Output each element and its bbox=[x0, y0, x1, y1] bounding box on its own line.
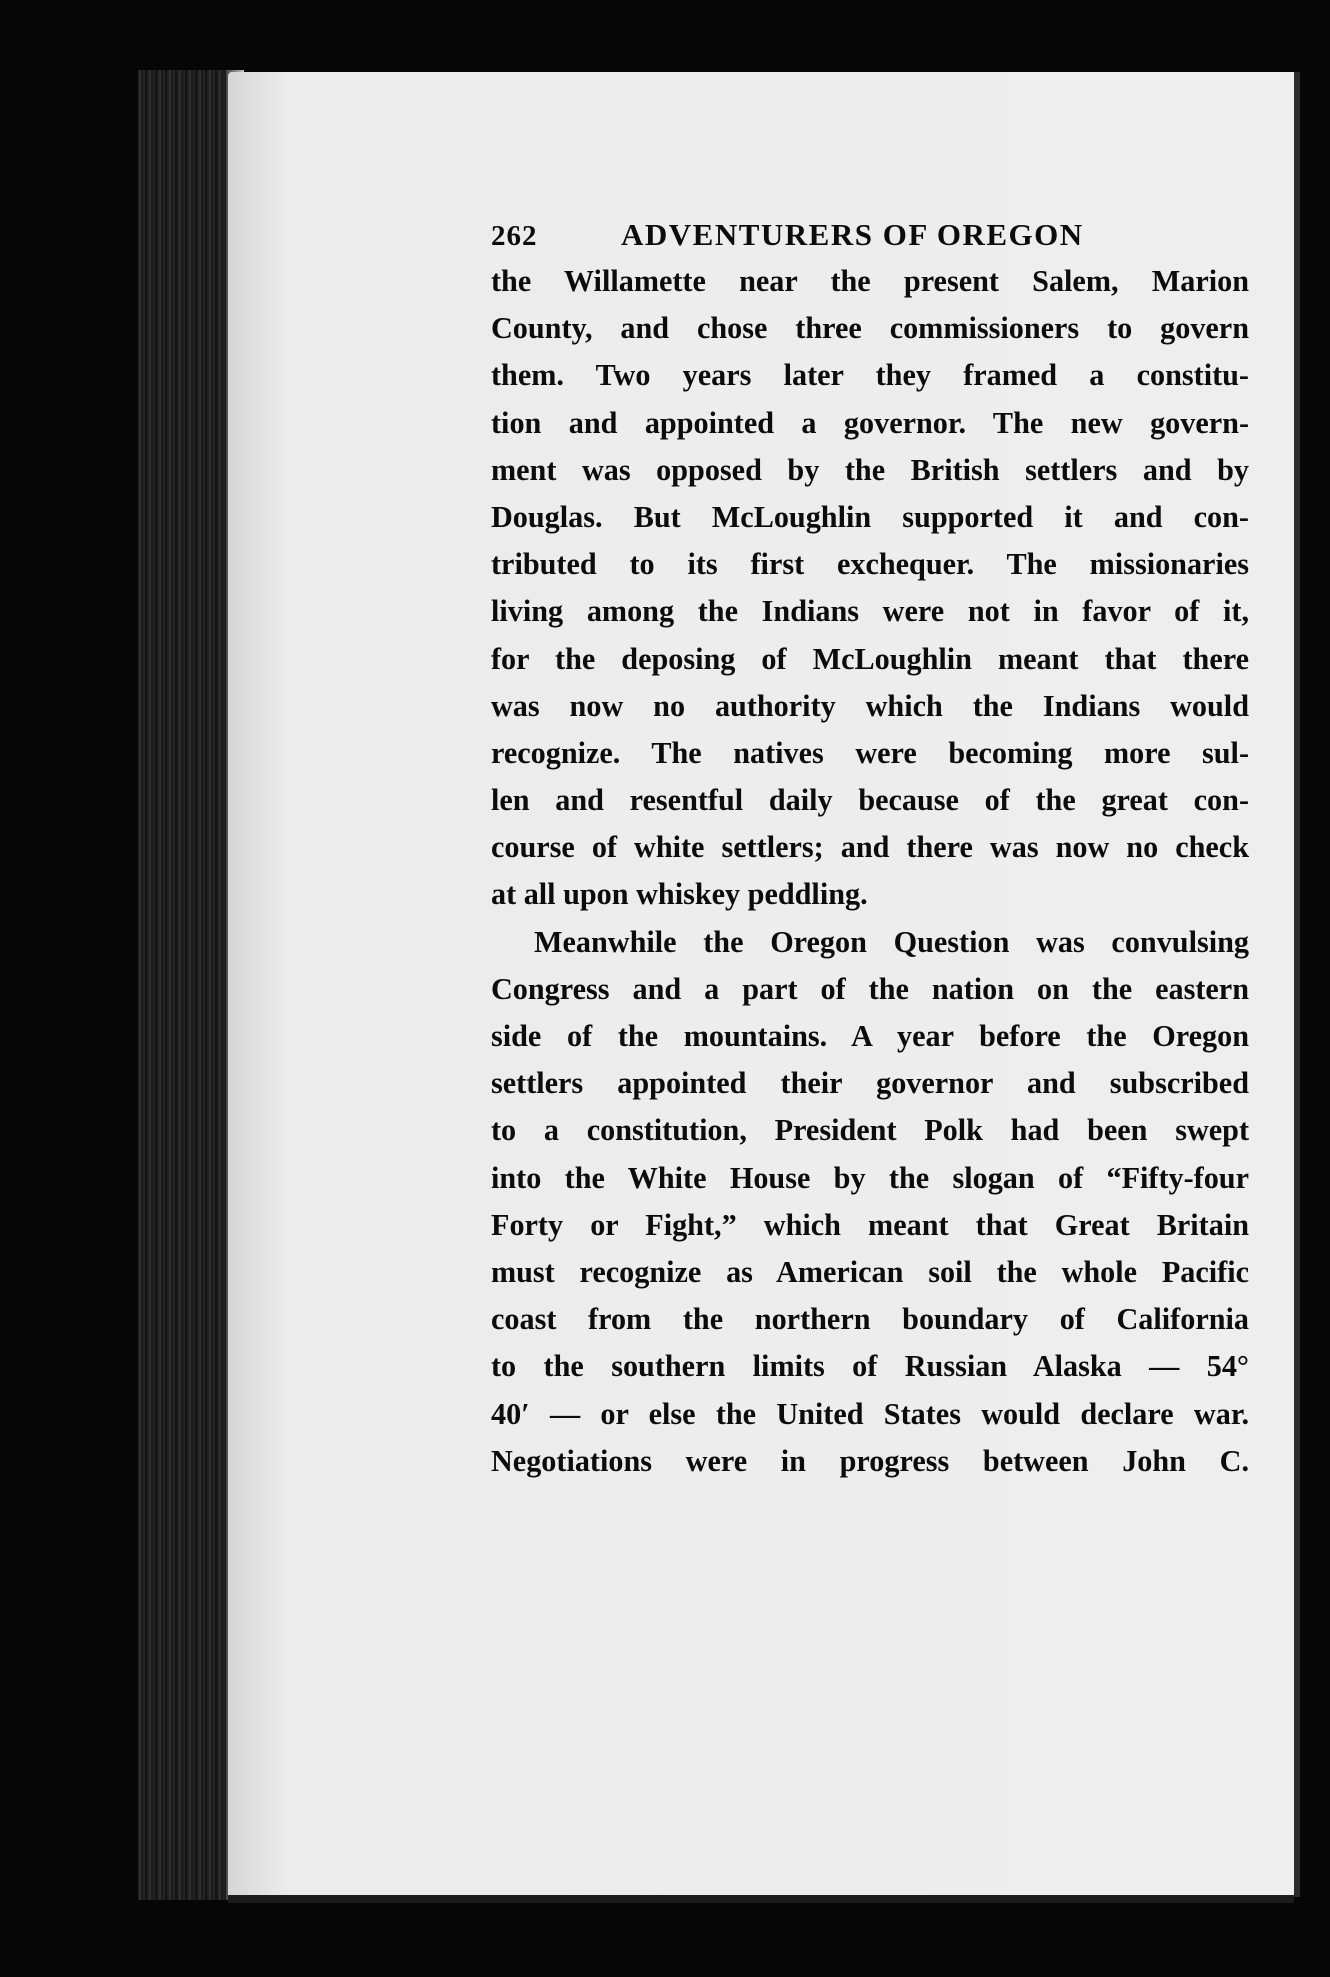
text-line: County, and chose three commissioners to govern bbox=[491, 311, 1249, 346]
text-line: must recognize as American soil the whole Pacific bbox=[491, 1254, 1249, 1289]
book-page-edges bbox=[138, 70, 230, 1900]
text-line: recognize. The natives were becoming more sul- bbox=[491, 735, 1249, 770]
page-bottom-shadow bbox=[228, 1895, 1294, 1903]
text-line: at all upon whiskey peddling. bbox=[491, 877, 868, 912]
page-right-edge bbox=[1294, 72, 1300, 1897]
text-line: 40′ — or else the United States would declare war. bbox=[491, 1396, 1249, 1431]
text-line: was now no authority which the Indians would bbox=[491, 688, 1249, 723]
page-number: 262 bbox=[491, 220, 538, 252]
text-line: Meanwhile the Oregon Question was convulsing bbox=[534, 924, 1249, 959]
text-line: settlers appointed their governor and subscribed bbox=[491, 1066, 1249, 1101]
text-line: coast from the northern boundary of California bbox=[491, 1302, 1249, 1337]
text-line: to a constitution, President Polk had been swept bbox=[491, 1113, 1249, 1148]
text-line: the Willamette near the present Salem, Marion bbox=[491, 264, 1249, 298]
running-title: ADVENTURERS OF OREGON bbox=[621, 217, 1084, 252]
text-line: course of white settlers; and there was now no check bbox=[491, 830, 1249, 865]
text-line: tributed to its first exchequer. The missionaries bbox=[491, 547, 1249, 582]
text-line: into the White House by the slogan of “Fifty-four bbox=[491, 1160, 1249, 1195]
running-head bbox=[491, 212, 1249, 258]
text-line: Negotiations were in progress between John C. bbox=[491, 1443, 1249, 1478]
text-line: tion and appointed a governor. The new govern- bbox=[491, 405, 1249, 440]
text-line: side of the mountains. A year before the Oregon bbox=[491, 1019, 1249, 1053]
text-line: ment was opposed by the British settlers and by bbox=[491, 452, 1249, 487]
text-line: Forty or Fight,” which meant that Great Britain bbox=[491, 1207, 1249, 1242]
text-line: living among the Indians were not in favor of it, bbox=[491, 594, 1249, 629]
paragraph-2 bbox=[491, 919, 1249, 1485]
text-block bbox=[491, 212, 1249, 1485]
text-line: len and resentful daily because of the great con- bbox=[491, 783, 1249, 818]
paragraph-1 bbox=[491, 258, 1249, 919]
text-line: them. Two years later they framed a constitu- bbox=[491, 358, 1249, 393]
text-line: Douglas. But McLoughlin supported it and con- bbox=[491, 499, 1249, 534]
text-line: for the deposing of McLoughlin meant that there bbox=[491, 641, 1249, 676]
text-line: Congress and a part of the nation on the eastern bbox=[491, 971, 1249, 1006]
text-line: to the southern limits of Russian Alaska — 54° bbox=[491, 1349, 1249, 1384]
